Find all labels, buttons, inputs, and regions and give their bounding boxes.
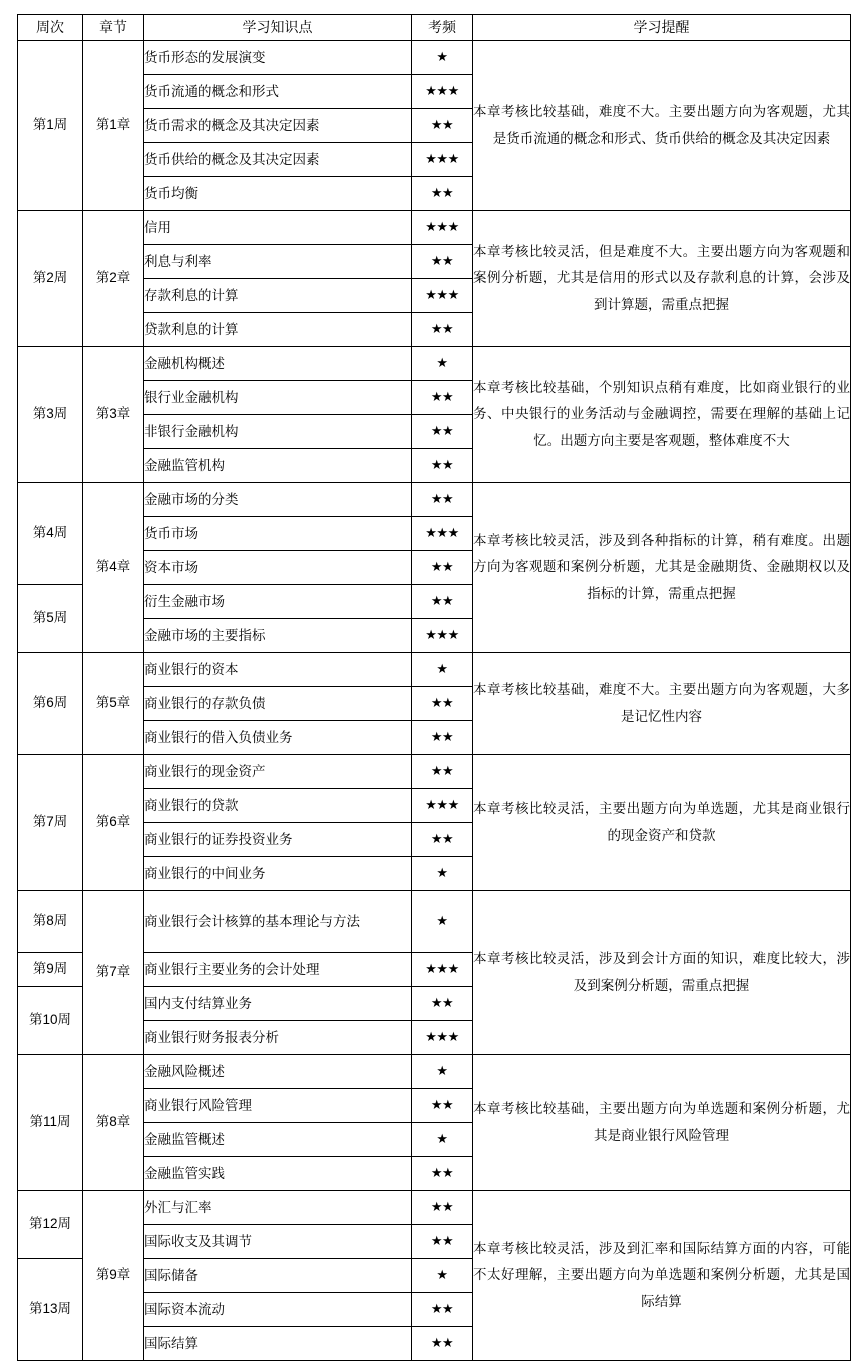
star-rating: ★ — [436, 355, 448, 371]
star-rating: ★★ — [430, 1165, 454, 1181]
chapter-cell: 第7章 — [83, 891, 144, 1055]
exam-frequency-cell — [412, 1123, 473, 1157]
week-cell: 第8周 — [18, 891, 83, 953]
star-rating: ★★★ — [425, 525, 459, 541]
knowledge-point-cell: 商业银行的借入负债业务 — [144, 721, 412, 755]
star-rating: ★★ — [430, 763, 454, 779]
star-rating: ★★ — [430, 185, 454, 201]
star-rating: ★ — [436, 913, 448, 929]
exam-frequency-cell — [412, 449, 473, 483]
chapter-cell: 第5章 — [83, 653, 144, 755]
star-rating: ★★ — [430, 1199, 454, 1215]
week-cell: 第13周 — [18, 1259, 83, 1361]
star-rating: ★★ — [430, 729, 454, 745]
exam-frequency-cell — [412, 143, 473, 177]
knowledge-point-cell: 金融监管机构 — [144, 449, 412, 483]
knowledge-point-cell: 商业银行的贷款 — [144, 789, 412, 823]
exam-frequency-cell — [412, 245, 473, 279]
star-rating: ★★ — [430, 1233, 454, 1249]
knowledge-point-cell: 存款利息的计算 — [144, 279, 412, 313]
exam-frequency-cell — [412, 653, 473, 687]
week-cell: 第12周 — [18, 1191, 83, 1259]
chapter-cell: 第1章 — [83, 41, 144, 211]
table-row — [18, 1191, 851, 1225]
study-reminder-cell: 本章考核比较灵活，涉及到各种指标的计算，稍有难度。出题方向为客观题和案例分析题，尤其是金融期货、金融期权以及指标的计算，需重点把握 — [473, 483, 851, 653]
exam-frequency-cell — [412, 987, 473, 1021]
study-reminder-cell: 本章考核比较灵活，但是难度不大。主要出题方向为客观题和案例分析题，尤其是信用的形式以及存款利息的计算，会涉及到计算题，需重点把握 — [473, 211, 851, 347]
study-reminder-cell: 本章考核比较基础，主要出题方向为单选题和案例分析题，尤其是商业银行风险管理 — [473, 1055, 851, 1191]
exam-frequency-cell — [412, 1327, 473, 1361]
star-rating: ★★ — [430, 423, 454, 439]
knowledge-point-cell: 货币均衡 — [144, 177, 412, 211]
star-rating: ★ — [436, 865, 448, 881]
exam-frequency-cell — [412, 1225, 473, 1259]
table-row — [18, 891, 851, 953]
knowledge-point-cell: 外汇与汇率 — [144, 1191, 412, 1225]
study-reminder-cell: 本章考核比较基础，难度不大。主要出题方向为客观题，尤其是货币流通的概念和形式、货币供给的概念及其决定因素 — [473, 41, 851, 211]
exam-frequency-cell — [412, 313, 473, 347]
week-cell: 第2周 — [18, 211, 83, 347]
exam-frequency-cell — [412, 1157, 473, 1191]
table-row — [18, 1055, 851, 1089]
exam-frequency-cell — [412, 41, 473, 75]
exam-frequency-cell — [412, 857, 473, 891]
star-rating: ★★★ — [425, 219, 459, 235]
exam-frequency-cell — [412, 585, 473, 619]
star-rating: ★ — [436, 661, 448, 677]
star-rating: ★★ — [430, 389, 454, 405]
chapter-cell: 第9章 — [83, 1191, 144, 1361]
star-rating: ★★ — [430, 559, 454, 575]
chapter-cell: 第4章 — [83, 483, 144, 653]
knowledge-point-cell: 利息与利率 — [144, 245, 412, 279]
knowledge-point-cell: 商业银行财务报表分析 — [144, 1021, 412, 1055]
star-rating: ★★★ — [425, 797, 459, 813]
knowledge-point-cell: 货币需求的概念及其决定因素 — [144, 109, 412, 143]
exam-frequency-cell — [412, 1191, 473, 1225]
exam-frequency-cell — [412, 381, 473, 415]
table-row — [18, 483, 851, 517]
week-cell: 第6周 — [18, 653, 83, 755]
knowledge-point-cell: 金融机构概述 — [144, 347, 412, 381]
knowledge-point-cell: 衍生金融市场 — [144, 585, 412, 619]
table-row — [18, 347, 851, 381]
star-rating: ★★ — [430, 695, 454, 711]
star-rating: ★★ — [430, 1335, 454, 1351]
knowledge-point-cell: 金融市场的分类 — [144, 483, 412, 517]
week-cell: 第3周 — [18, 347, 83, 483]
week-cell: 第1周 — [18, 41, 83, 211]
exam-frequency-cell — [412, 109, 473, 143]
week-cell: 第10周 — [18, 987, 83, 1055]
column-header-remind: 学习提醒 — [473, 15, 851, 41]
table-row — [18, 211, 851, 245]
study-reminder-cell: 本章考核比较基础，个别知识点稍有难度，比如商业银行的业务、中央银行的业务活动与金融调控，需要在理解的基础上记忆。出题方向主要是客观题，整体难度不大 — [473, 347, 851, 483]
exam-frequency-cell — [412, 891, 473, 953]
star-rating: ★★ — [430, 491, 454, 507]
knowledge-point-cell: 货币流通的概念和形式 — [144, 75, 412, 109]
column-header-chapter: 章节 — [83, 15, 144, 41]
week-cell: 第5周 — [18, 585, 83, 653]
week-cell: 第4周 — [18, 483, 83, 585]
star-rating: ★★★ — [425, 83, 459, 99]
column-header-freq: 考频 — [412, 15, 473, 41]
exam-frequency-cell — [412, 687, 473, 721]
chapter-cell: 第3章 — [83, 347, 144, 483]
study-reminder-cell: 本章考核比较灵活，主要出题方向为单选题，尤其是商业银行的现金资产和贷款 — [473, 755, 851, 891]
study-reminder-cell: 本章考核比较灵活，涉及到汇率和国际结算方面的内容，可能不太好理解，主要出题方向为单选题和案例分析题，尤其是国际结算 — [473, 1191, 851, 1361]
knowledge-point-cell: 国际资本流动 — [144, 1293, 412, 1327]
knowledge-point-cell: 信用 — [144, 211, 412, 245]
knowledge-point-cell: 国际储备 — [144, 1259, 412, 1293]
star-rating: ★★ — [430, 253, 454, 269]
chapter-cell: 第8章 — [83, 1055, 144, 1191]
exam-frequency-cell — [412, 1055, 473, 1089]
star-rating: ★★★ — [425, 287, 459, 303]
study-reminder-cell: 本章考核比较基础，难度不大。主要出题方向为客观题，大多是记忆性内容 — [473, 653, 851, 755]
exam-frequency-cell — [412, 551, 473, 585]
knowledge-point-cell: 货币市场 — [144, 517, 412, 551]
knowledge-point-cell: 商业银行的存款负债 — [144, 687, 412, 721]
week-cell: 第7周 — [18, 755, 83, 891]
exam-frequency-cell — [412, 1293, 473, 1327]
chapter-cell: 第2章 — [83, 211, 144, 347]
star-rating: ★★ — [430, 593, 454, 609]
week-cell: 第11周 — [18, 1055, 83, 1191]
knowledge-point-cell: 商业银行的证券投资业务 — [144, 823, 412, 857]
knowledge-point-cell: 商业银行风险管理 — [144, 1089, 412, 1123]
knowledge-point-cell: 国内支付结算业务 — [144, 987, 412, 1021]
exam-frequency-cell — [412, 415, 473, 449]
exam-frequency-cell — [412, 619, 473, 653]
knowledge-point-cell: 金融监管实践 — [144, 1157, 412, 1191]
table-row — [18, 41, 851, 75]
exam-frequency-cell — [412, 483, 473, 517]
star-rating: ★★ — [430, 831, 454, 847]
week-cell: 第9周 — [18, 953, 83, 987]
knowledge-point-cell: 金融风险概述 — [144, 1055, 412, 1089]
knowledge-point-cell: 货币形态的发展演变 — [144, 41, 412, 75]
chapter-cell: 第6章 — [83, 755, 144, 891]
exam-frequency-cell — [412, 721, 473, 755]
knowledge-point-cell: 商业银行会计核算的基本理论与方法 — [144, 891, 412, 953]
column-header-week: 周次 — [18, 15, 83, 41]
exam-frequency-cell — [412, 75, 473, 109]
star-rating: ★★ — [430, 117, 454, 133]
exam-frequency-cell — [412, 1089, 473, 1123]
star-rating: ★ — [436, 49, 448, 65]
knowledge-point-cell: 金融市场的主要指标 — [144, 619, 412, 653]
star-rating: ★★ — [430, 457, 454, 473]
knowledge-point-cell: 货币供给的概念及其决定因素 — [144, 143, 412, 177]
exam-frequency-cell — [412, 823, 473, 857]
knowledge-point-cell: 贷款利息的计算 — [144, 313, 412, 347]
knowledge-point-cell: 商业银行主要业务的会计处理 — [144, 953, 412, 987]
star-rating: ★ — [436, 1267, 448, 1283]
knowledge-point-cell: 金融监管概述 — [144, 1123, 412, 1157]
knowledge-point-cell: 国际收支及其调节 — [144, 1225, 412, 1259]
knowledge-point-cell: 国际结算 — [144, 1327, 412, 1361]
study-reminder-cell: 本章考核比较灵活，涉及到会计方面的知识，难度比较大，涉及到案例分析题，需重点把握 — [473, 891, 851, 1055]
knowledge-point-cell: 商业银行的资本 — [144, 653, 412, 687]
star-rating: ★★ — [430, 1301, 454, 1317]
star-rating: ★ — [436, 1063, 448, 1079]
star-rating: ★★★ — [425, 961, 459, 977]
table-header-row — [18, 15, 851, 41]
knowledge-point-cell: 资本市场 — [144, 551, 412, 585]
exam-frequency-cell — [412, 211, 473, 245]
exam-frequency-cell — [412, 177, 473, 211]
study-plan-table — [17, 14, 851, 1361]
column-header-point: 学习知识点 — [144, 15, 412, 41]
study-plan-container — [17, 14, 850, 1361]
exam-frequency-cell — [412, 279, 473, 313]
knowledge-point-cell: 非银行金融机构 — [144, 415, 412, 449]
knowledge-point-cell: 商业银行的现金资产 — [144, 755, 412, 789]
knowledge-point-cell: 商业银行的中间业务 — [144, 857, 412, 891]
exam-frequency-cell — [412, 517, 473, 551]
star-rating: ★★ — [430, 995, 454, 1011]
exam-frequency-cell — [412, 347, 473, 381]
star-rating: ★★★ — [425, 151, 459, 167]
star-rating: ★ — [436, 1131, 448, 1147]
exam-frequency-cell — [412, 1021, 473, 1055]
table-row — [18, 653, 851, 687]
exam-frequency-cell — [412, 755, 473, 789]
knowledge-point-cell: 银行业金融机构 — [144, 381, 412, 415]
star-rating: ★★★ — [425, 1029, 459, 1045]
star-rating: ★★ — [430, 321, 454, 337]
exam-frequency-cell — [412, 789, 473, 823]
star-rating: ★★ — [430, 1097, 454, 1113]
exam-frequency-cell — [412, 1259, 473, 1293]
table-row — [18, 755, 851, 789]
star-rating: ★★★ — [425, 627, 459, 643]
exam-frequency-cell — [412, 953, 473, 987]
